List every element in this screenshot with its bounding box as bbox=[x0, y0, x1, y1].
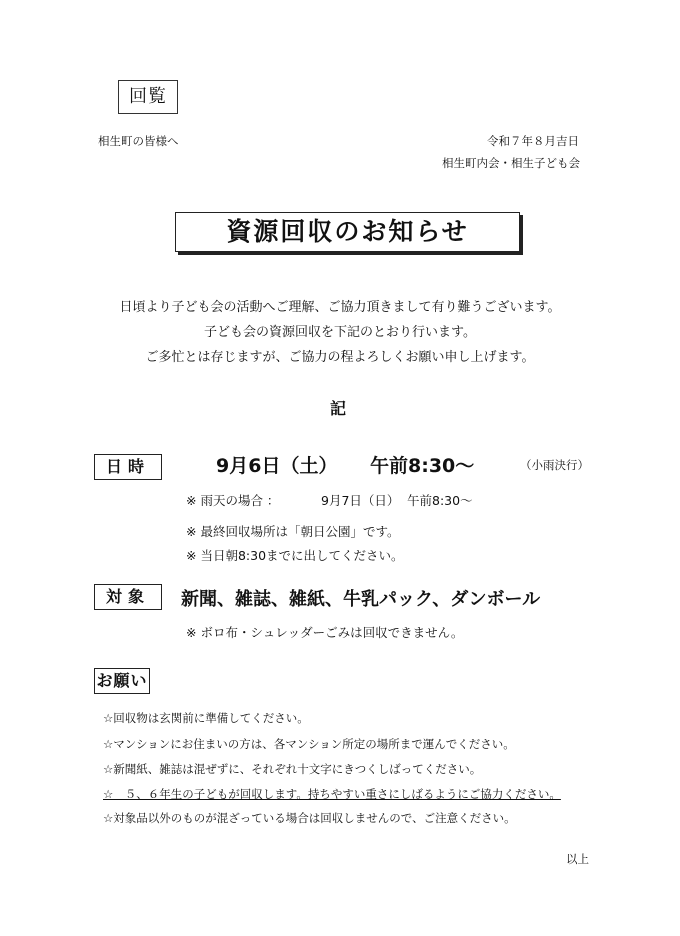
event-time: 午前8:30～ bbox=[370, 455, 475, 477]
ki-heading: 記 bbox=[330, 399, 347, 418]
sender-line: 相生町内会・相生子ども会 bbox=[442, 156, 580, 170]
request-item: ☆対象品以外のものが混ざっている場合は回収しませんので、ご注意ください。 bbox=[103, 811, 516, 825]
target-label: 対象 bbox=[94, 584, 162, 610]
intro-line-2: 子ども会の資源回収を下記のとおり行います。 bbox=[204, 325, 476, 340]
deadline-note: ※ 当日朝8:30までに出してください。 bbox=[186, 548, 404, 563]
location-note: ※ 最終回収場所は「朝日公園」です。 bbox=[186, 524, 400, 539]
requests-label: お願い bbox=[94, 668, 150, 694]
recipient-line: 相生町の皆様へ bbox=[98, 134, 179, 148]
closing-text: 以上 bbox=[566, 852, 589, 866]
request-item: ☆新聞紙、雑誌は混ぜずに、それぞれ十文字にきつくしばってください。 bbox=[103, 762, 482, 776]
rain-time: 午前8:30～ bbox=[407, 493, 473, 508]
request-item: ☆ ５、６年生の子どもが回収します。持ちやすい重さにしばるようにご協力ください。 bbox=[103, 787, 561, 801]
issue-date: 令和７年８月吉日 bbox=[487, 134, 579, 148]
request-item: ☆回収物は玄関前に準備してください。 bbox=[103, 711, 309, 725]
event-date: 9月6日（土） bbox=[216, 455, 338, 477]
exclusion-note: ※ ボロ布・シュレッダーごみは回収できません。 bbox=[186, 625, 464, 640]
document-title: 資源回収のお知らせ bbox=[175, 212, 520, 252]
rain-label: ※ 雨天の場合 ： bbox=[186, 493, 280, 508]
weather-note: （小雨決行） bbox=[520, 458, 589, 472]
datetime-label: 日時 bbox=[94, 454, 162, 480]
request-item: ☆マンションにお住まいの方は、各マンション所定の場所まで運んでください。 bbox=[103, 737, 515, 751]
target-items: 新聞、雑誌、雑紙、牛乳パック、ダンボール bbox=[181, 589, 541, 610]
intro-line-1: 日頃より子ども会の活動へご理解、ご協力頂きまして有り難うございます。 bbox=[119, 300, 561, 315]
circulation-stamp: 回覧 bbox=[118, 80, 178, 114]
rain-date: 9月7日（日） bbox=[321, 493, 400, 508]
intro-line-3: ご多忙とは存じますが、ご協力の程よろしくお願い申し上げます。 bbox=[145, 350, 535, 365]
